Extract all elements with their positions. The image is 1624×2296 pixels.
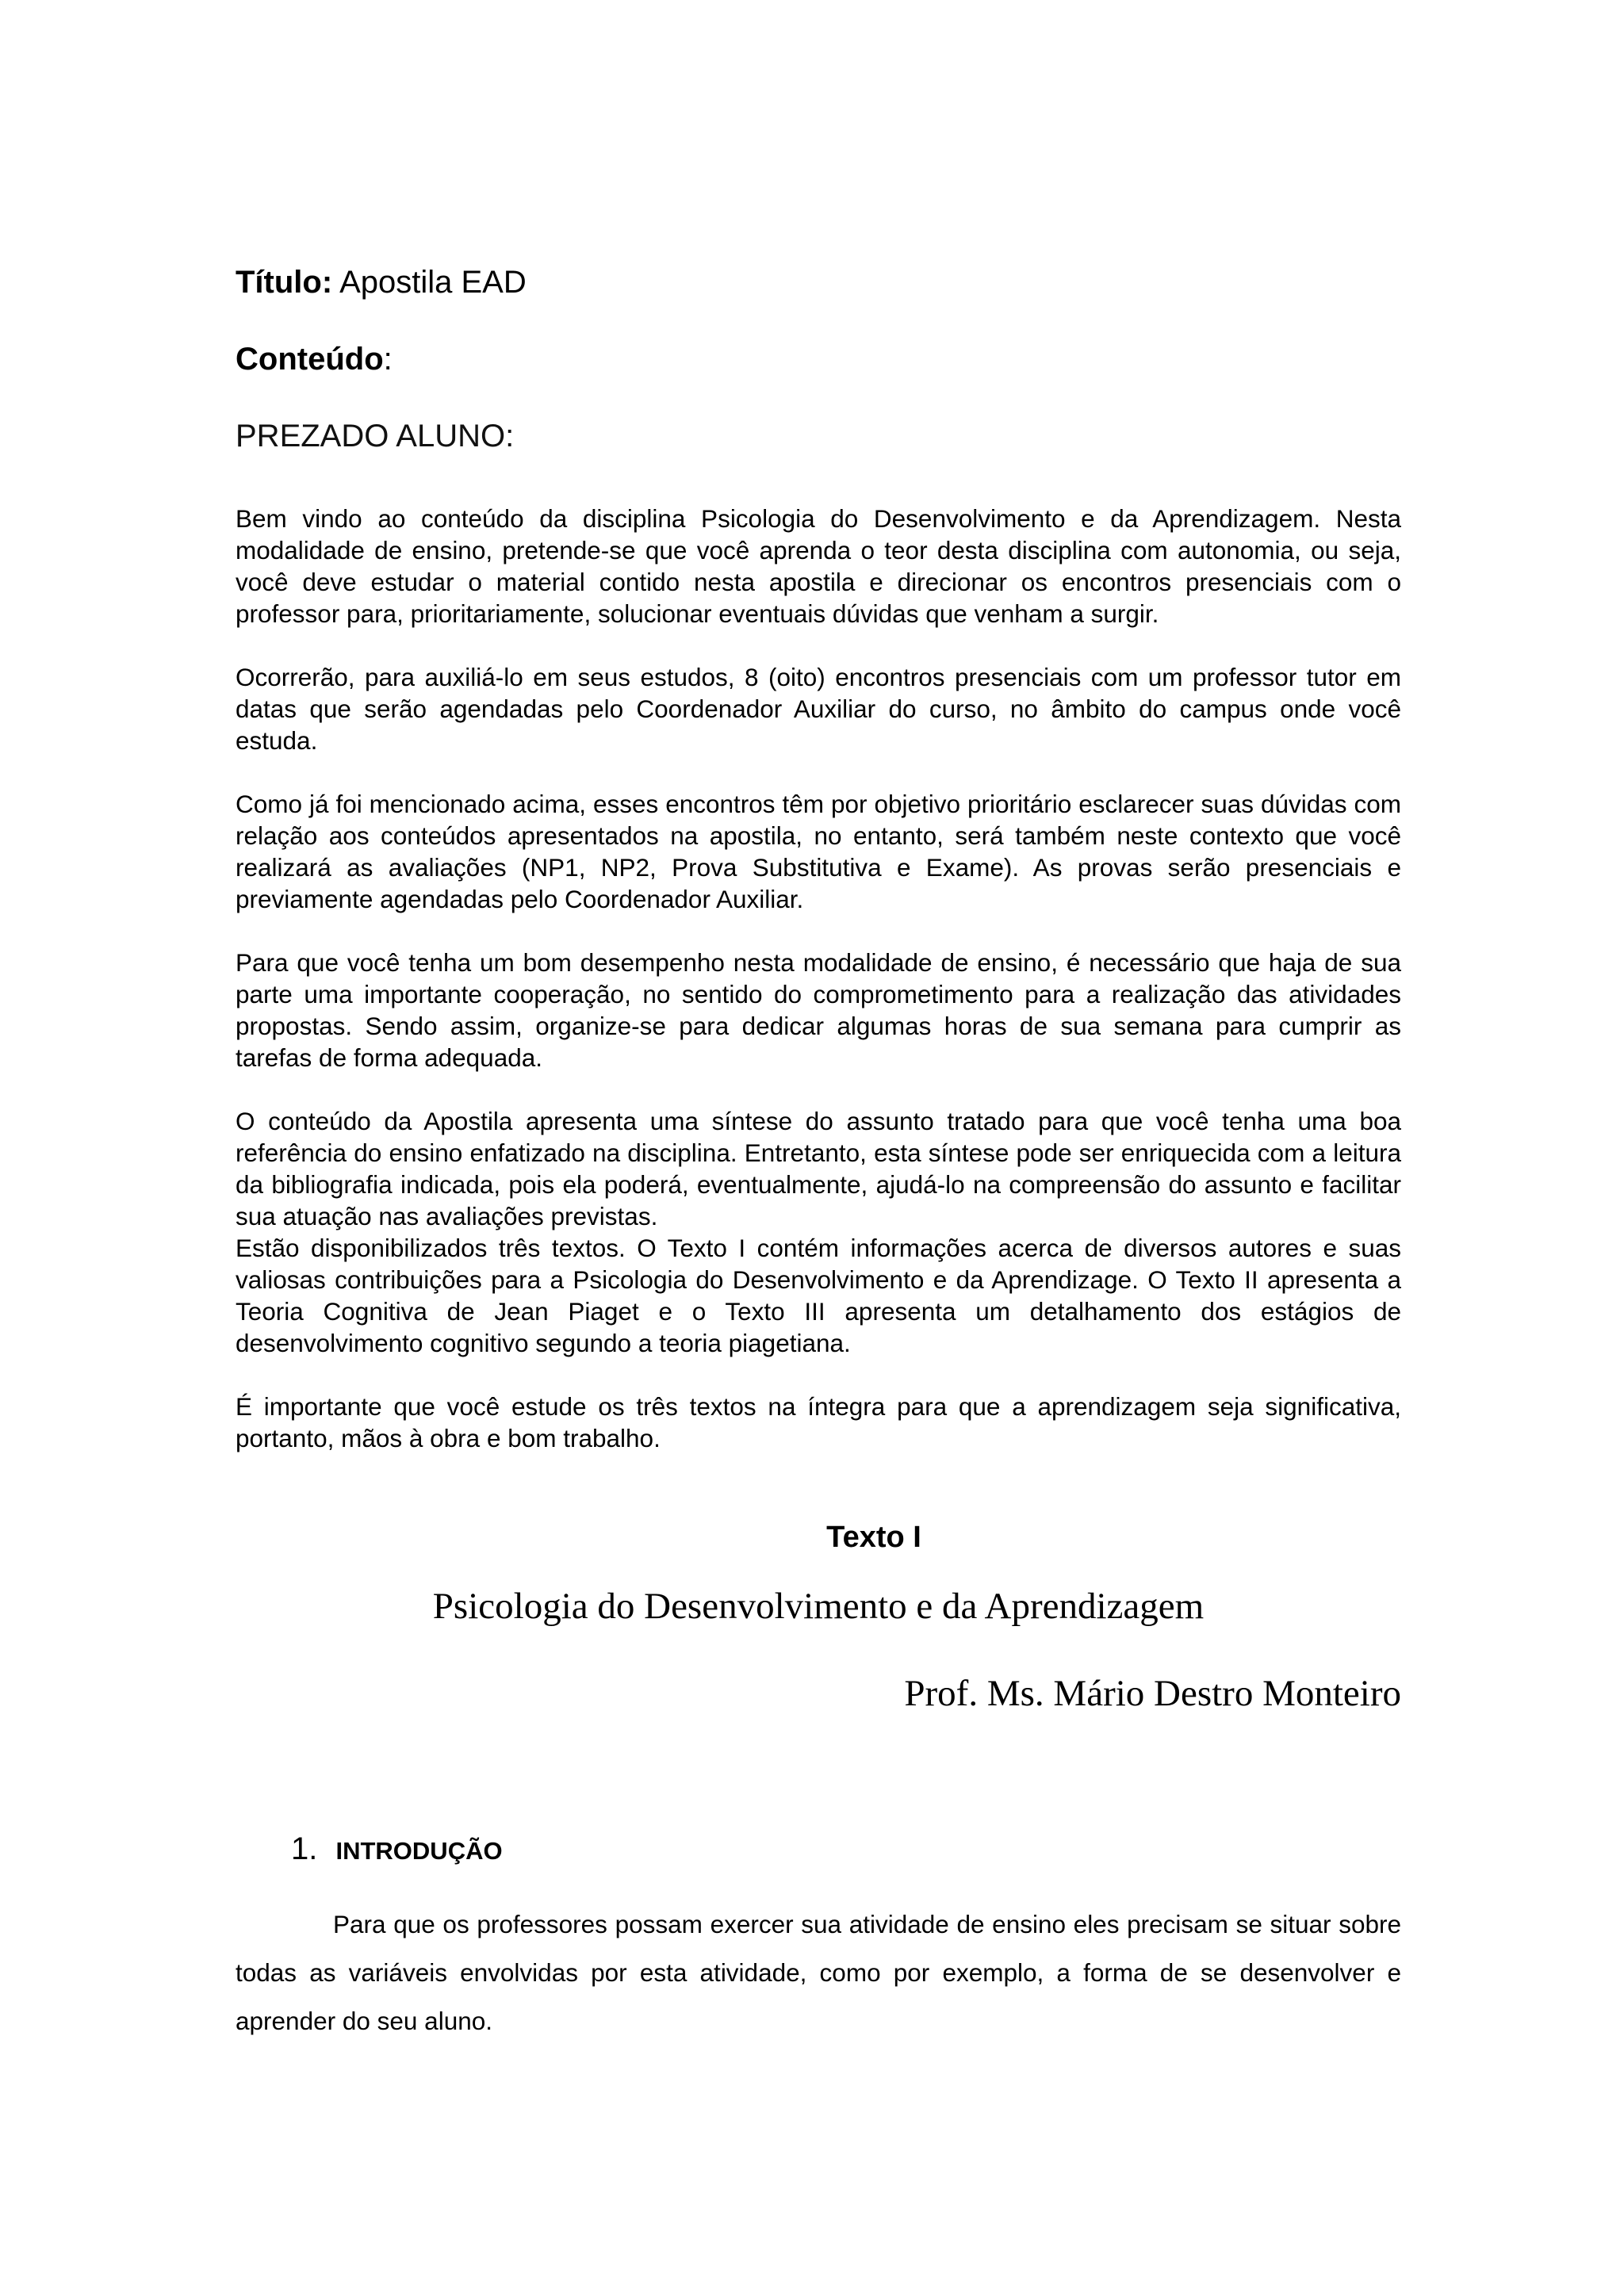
section-subtitle: Psicologia do Desenvolvimento e da Aprendizagem xyxy=(432,1586,1205,1627)
intro-paragraph: É importante que você estude os três textos na íntegra para que a aprendizagem seja significativa, portanto, mãos à obra e bom trabalho. xyxy=(236,1392,1401,1452)
chapter-title: INTRODUÇÃO xyxy=(335,1837,503,1865)
section-heading: Texto I xyxy=(826,1521,921,1554)
title-value: Apostila EAD xyxy=(332,265,527,300)
document-title-line xyxy=(236,262,1401,303)
intro-paragraph: Ocorrerão, para auxiliá-lo em seus estudos, 8 (oito) encontros presenciais com um professor tutor em datas que serão agendadas pelo Coordenador Auxiliar do curso, no âmbito do campus onde você estuda. xyxy=(236,663,1401,755)
intro-paragraph: Estão disponibilizados três textos. O Texto I contém informações acerca de diversos autores e suas valiosas contribuições para a Psicologia do Desenvolvimento e da Aprendizage. O Texto II apresenta a Teoria Cognitiva de Jean Piaget e o Texto III apresenta um detalhamento dos estágios de desenvolvimento cognitivo segundo a teoria piagetiana. xyxy=(236,1234,1401,1357)
content-line xyxy=(236,339,1401,380)
content-suffix: : xyxy=(383,342,393,377)
chapter-heading xyxy=(236,1828,1401,1872)
content-label: Conteúdo xyxy=(236,342,384,377)
intro-paragraph: Bem vindo ao conteúdo da disciplina Psicologia do Desenvolvimento e da Aprendizagem. Nesta modalidade de ensino, pretende-se que você aprenda o teor desta disciplina com autonomia, ou seja, você deve estudar o material contido nesta apostila e direcionar os encontros presenciais com o professor para, prioritariamente, solucionar eventuais dúvidas que venham a surgir. xyxy=(236,504,1401,628)
title-label: Título: xyxy=(236,265,333,300)
chapter-body-paragraph: Para que os professores possam exercer sua atividade de ensino eles precisam se situar sobre todas as variáveis envolvidas por esta atividade, como por exemplo, a forma de se desenvolver e aprender do seu aluno. xyxy=(236,1910,1401,2035)
intro-paragraph: Para que você tenha um bom desempenho nesta modalidade de ensino, é necessário que haja de sua parte uma importante cooperação, no sentido do comprometimento para a realização das atividades propostas. Sendo assim, organize-se para dedicar algumas horas de sua semana para cumprir as tarefas de forma adequada. xyxy=(236,948,1401,1072)
author-line: Prof. Ms. Mário Destro Monteiro xyxy=(904,1673,1401,1714)
salutation: PREZADO ALUNO: xyxy=(236,419,515,453)
page-content xyxy=(236,262,1401,2045)
intro-paragraph: O conteúdo da Apostila apresenta uma síntese do assunto tratado para que você tenha uma boa referência do ensino enfatizado na disciplina. Entretanto, esta síntese pode ser enriquecida com a leitura da bibliografia indicada, pois ela poderá, eventualmente, ajudá-lo na compreensão do assunto e facilitar sua atuação nas avaliações previstas. xyxy=(236,1107,1401,1230)
intro-paragraph: Como já foi mencionado acima, esses encontros têm por objetivo prioritário esclarecer suas dúvidas com relação aos conteúdos apresentados na apostila, no entanto, será também neste contexto que você realizará as avaliações (NP1, NP2, Prova Substitutiva e Exame). As provas serão presenciais e previamente agendadas pelo Coordenador Auxiliar. xyxy=(236,790,1401,913)
chapter-number: 1. xyxy=(291,1831,318,1866)
